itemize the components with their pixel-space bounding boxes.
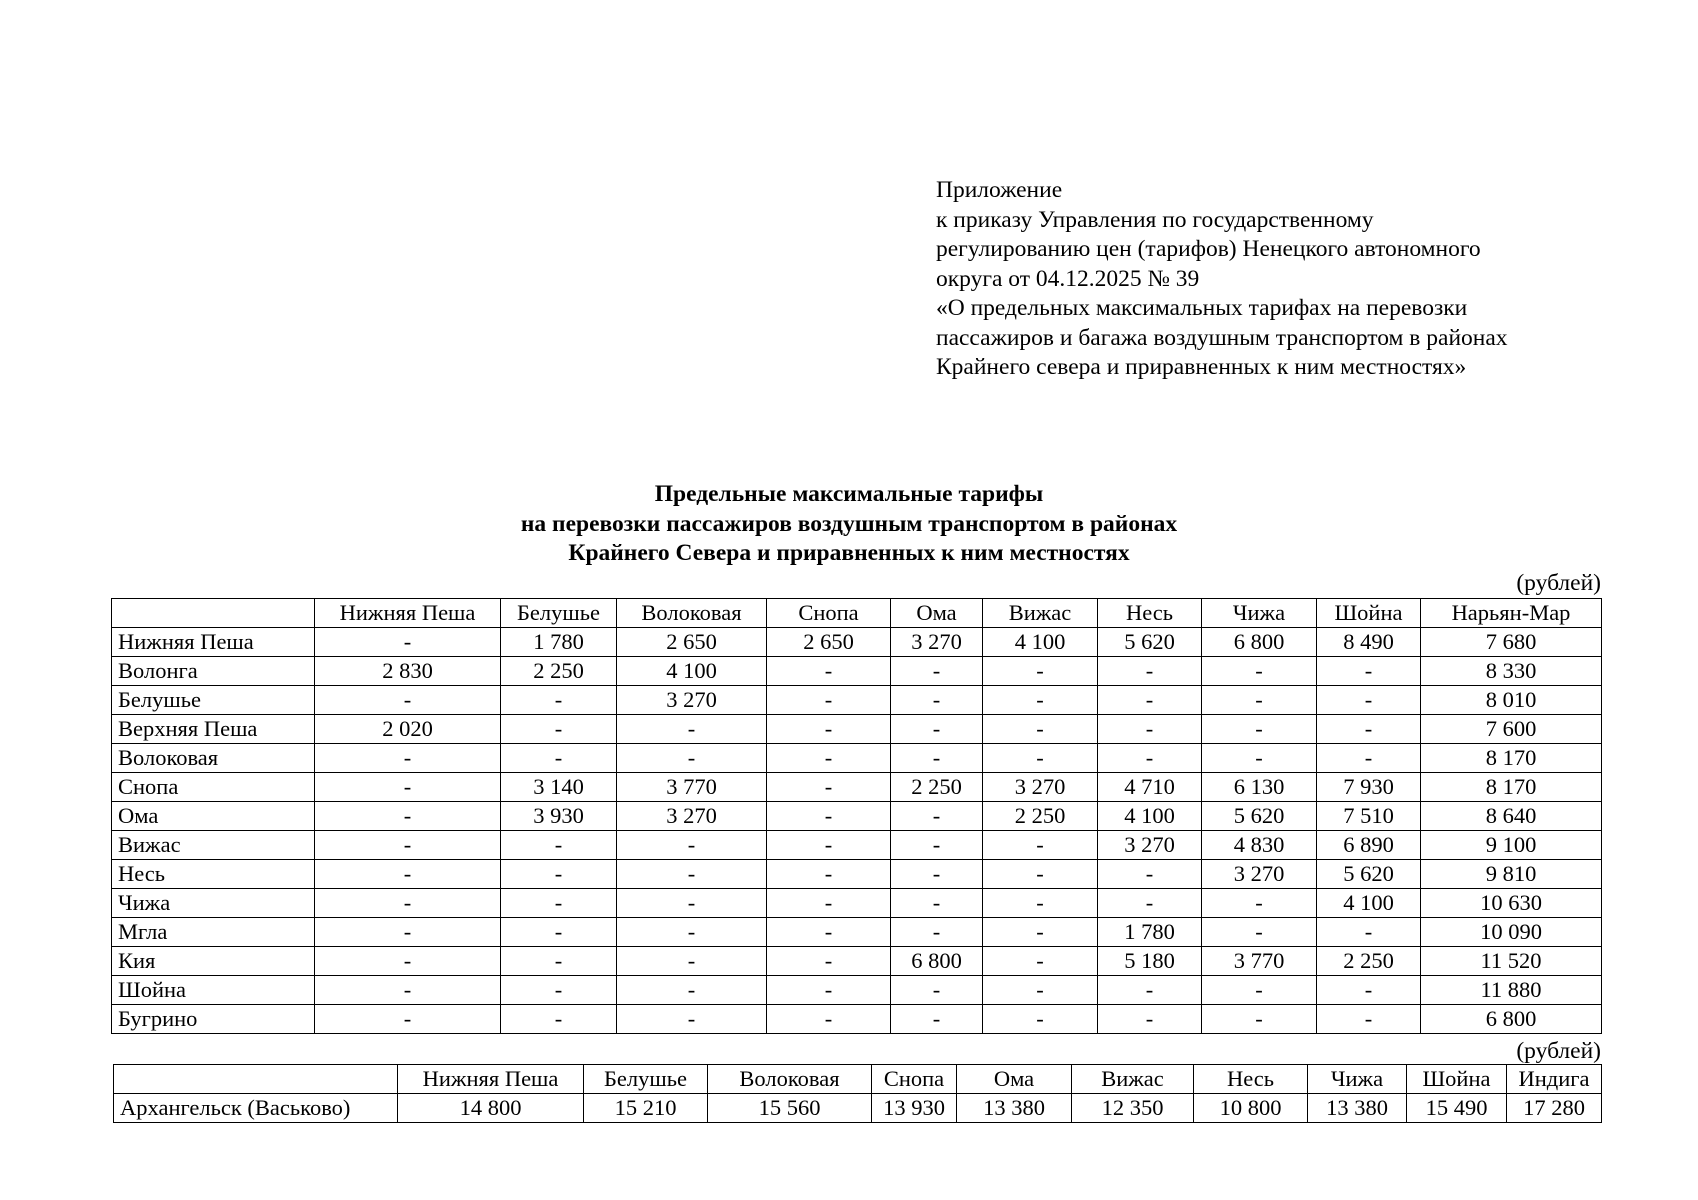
tariff-cell: 4 100 xyxy=(1317,889,1421,918)
tariff-cell: - xyxy=(1202,889,1317,918)
table-row xyxy=(112,802,1602,831)
tariff-cell: - xyxy=(501,918,617,947)
tariff-cell: 8 330 xyxy=(1421,657,1602,686)
tariff-cell: - xyxy=(983,657,1098,686)
tariff-cell: - xyxy=(315,976,501,1005)
tariff-cell: 6 800 xyxy=(1421,1005,1602,1034)
tariff-cell: - xyxy=(501,976,617,1005)
tariff-cell: 2 650 xyxy=(617,628,767,657)
column-header: Снопа xyxy=(872,1065,957,1094)
tariff-cell: - xyxy=(315,860,501,889)
tariff-cell: 8 640 xyxy=(1421,802,1602,831)
tariff-cell: - xyxy=(617,744,767,773)
appendix-line: регулированию цен (тарифов) Ненецкого автономного xyxy=(936,236,1481,262)
tariff-cell: 13 380 xyxy=(1308,1094,1407,1123)
tariff-cell: - xyxy=(617,1005,767,1034)
row-label: Несь xyxy=(112,860,315,889)
tariff-cell: - xyxy=(891,1005,983,1034)
column-header: Ома xyxy=(957,1065,1072,1094)
arkhangelsk-tariff-table xyxy=(113,1064,1602,1123)
table-row xyxy=(112,773,1602,802)
tariff-cell: 2 650 xyxy=(767,628,891,657)
tariff-cell: - xyxy=(983,860,1098,889)
appendix-line: округа от 04.12.2025 № 39 xyxy=(936,265,1200,292)
row-label: Нижняя Пеша xyxy=(112,628,315,657)
tariff-cell: - xyxy=(1202,1005,1317,1034)
column-header: Чижа xyxy=(1308,1065,1407,1094)
row-label: Верхняя Пеша xyxy=(112,715,315,744)
tariff-cell: - xyxy=(315,889,501,918)
title-line: на перевозки пассажиров воздушным транспортом в районах xyxy=(520,510,1178,537)
table-row xyxy=(112,918,1602,947)
document-title xyxy=(0,480,1698,569)
appendix-header xyxy=(936,176,1656,383)
tariff-cell: 3 270 xyxy=(891,628,983,657)
tariff-cell: - xyxy=(315,831,501,860)
tariff-cell: 8 490 xyxy=(1317,628,1421,657)
column-header: Несь xyxy=(1194,1065,1308,1094)
tariff-cell: - xyxy=(501,686,617,715)
currency-unit-label: (рублей) xyxy=(1516,570,1601,596)
appendix-line: «О предельных максимальных тарифах на перевозки xyxy=(936,295,1468,321)
tariff-cell: - xyxy=(891,831,983,860)
tariff-cell: - xyxy=(891,657,983,686)
column-header: Ома xyxy=(891,599,983,628)
tariff-cell: - xyxy=(1202,686,1317,715)
tariff-cell: 5 620 xyxy=(1317,860,1421,889)
tariff-cell: 7 510 xyxy=(1317,802,1421,831)
column-header: Нижняя Пеша xyxy=(398,1065,584,1094)
tariff-cell: 6 800 xyxy=(891,947,983,976)
tariff-cell: - xyxy=(315,628,501,657)
tariff-cell: - xyxy=(983,976,1098,1005)
tariff-cell: - xyxy=(767,657,891,686)
tariff-cell: - xyxy=(501,947,617,976)
tariff-cell: - xyxy=(315,744,501,773)
column-header: Нарьян-Мар xyxy=(1421,599,1602,628)
tariff-cell: 15 210 xyxy=(584,1094,708,1123)
tariff-cell: 7 600 xyxy=(1421,715,1602,744)
column-header: Чижа xyxy=(1202,599,1317,628)
column-header: Нижняя Пеша xyxy=(315,599,501,628)
table-header-row xyxy=(112,599,1602,628)
column-header: Белушье xyxy=(501,599,617,628)
tariff-cell: - xyxy=(767,889,891,918)
appendix-line: пассажиров и багажа воздушным транспортом в районах xyxy=(936,324,1508,351)
tariff-cell: - xyxy=(1098,744,1202,773)
tariff-cell: 13 380 xyxy=(957,1094,1072,1123)
tariff-cell: 4 710 xyxy=(1098,773,1202,802)
tariff-cell: - xyxy=(1098,860,1202,889)
tariff-cell: - xyxy=(767,831,891,860)
tariff-cell: - xyxy=(767,744,891,773)
tariff-cell: - xyxy=(315,918,501,947)
tariff-cell: 3 770 xyxy=(1202,947,1317,976)
tariff-cell: 9 810 xyxy=(1421,860,1602,889)
tariff-cell: 4 100 xyxy=(617,657,767,686)
tariff-cell: - xyxy=(983,715,1098,744)
tariff-cell: - xyxy=(1317,1005,1421,1034)
tariff-cell: - xyxy=(983,831,1098,860)
tariff-cell: 2 830 xyxy=(315,657,501,686)
tariff-cell: - xyxy=(1317,686,1421,715)
tariff-cell: - xyxy=(983,947,1098,976)
tariff-cell: 6 800 xyxy=(1202,628,1317,657)
tariff-cell: - xyxy=(617,918,767,947)
title-line: Предельные максимальные тарифы xyxy=(654,481,1044,507)
tariff-cell: 11 880 xyxy=(1421,976,1602,1005)
column-header: Индига xyxy=(1507,1065,1602,1094)
table-row xyxy=(112,657,1602,686)
tariff-cell: - xyxy=(315,802,501,831)
tariff-cell: - xyxy=(891,802,983,831)
tariff-cell: 4 100 xyxy=(983,628,1098,657)
row-label: Снопа xyxy=(112,773,315,802)
tariff-cell: - xyxy=(1098,686,1202,715)
tariff-cell: - xyxy=(617,976,767,1005)
tariff-cell: - xyxy=(501,889,617,918)
tariff-cell: - xyxy=(891,860,983,889)
tariff-cell: - xyxy=(767,918,891,947)
tariff-cell: - xyxy=(983,744,1098,773)
tariff-cell: 3 270 xyxy=(1202,860,1317,889)
tariff-cell: - xyxy=(1317,744,1421,773)
tariff-cell: - xyxy=(315,686,501,715)
tariff-cell: - xyxy=(891,744,983,773)
tariff-cell: - xyxy=(767,802,891,831)
table-header-row xyxy=(114,1065,1602,1094)
tariff-cell: - xyxy=(1202,744,1317,773)
table-row xyxy=(112,715,1602,744)
appendix-line: Крайнего севера и приравненных к ним местностях» xyxy=(936,354,1467,380)
tariff-cell: 3 140 xyxy=(501,773,617,802)
row-label: Мгла xyxy=(112,918,315,947)
tariff-cell: - xyxy=(617,947,767,976)
row-label: Волоковая xyxy=(112,744,315,773)
tariff-cell: 3 770 xyxy=(617,773,767,802)
tariff-cell: - xyxy=(617,860,767,889)
table-row xyxy=(112,628,1602,657)
row-label: Архангельск (Васьково) xyxy=(114,1094,398,1123)
tariff-cell: - xyxy=(315,773,501,802)
tariff-cell: 8 010 xyxy=(1421,686,1602,715)
table-row xyxy=(112,947,1602,976)
tariff-cell: - xyxy=(1098,976,1202,1005)
tariff-cell: 3 930 xyxy=(501,802,617,831)
tariff-cell: 6 130 xyxy=(1202,773,1317,802)
tariff-cell: 4 100 xyxy=(1098,802,1202,831)
tariff-cell: 10 630 xyxy=(1421,889,1602,918)
title-line: Крайнего Севера и приравненных к ним местностях xyxy=(568,540,1130,566)
tariff-cell: 2 020 xyxy=(315,715,501,744)
tariff-cell: - xyxy=(1202,715,1317,744)
tariff-cell: - xyxy=(891,889,983,918)
tariff-cell: - xyxy=(1098,1005,1202,1034)
tariff-cell: 1 780 xyxy=(1098,918,1202,947)
tariff-cell: 7 680 xyxy=(1421,628,1602,657)
tariff-cell: 11 520 xyxy=(1421,947,1602,976)
tariff-cell: 3 270 xyxy=(1098,831,1202,860)
tariff-cell: - xyxy=(983,889,1098,918)
tariff-cell: 3 270 xyxy=(617,686,767,715)
tariff-cell: - xyxy=(501,831,617,860)
tariff-cell: 10 090 xyxy=(1421,918,1602,947)
currency-unit-label: (рублей) xyxy=(1516,1038,1601,1064)
corner-cell xyxy=(114,1065,398,1094)
tariff-cell: - xyxy=(1202,976,1317,1005)
tariff-cell: 2 250 xyxy=(891,773,983,802)
tariff-cell: - xyxy=(1098,889,1202,918)
tariff-cell: - xyxy=(767,686,891,715)
row-label: Кия xyxy=(112,947,315,976)
table-row xyxy=(112,686,1602,715)
tariff-cell: - xyxy=(501,860,617,889)
tariff-cell: 3 270 xyxy=(617,802,767,831)
tariff-cell: 5 180 xyxy=(1098,947,1202,976)
tariff-cell: 5 620 xyxy=(1202,802,1317,831)
table-row xyxy=(112,860,1602,889)
tariff-cell: - xyxy=(501,744,617,773)
table-row xyxy=(112,831,1602,860)
column-header: Волоковая xyxy=(617,599,767,628)
row-label: Шойна xyxy=(112,976,315,1005)
column-header: Шойна xyxy=(1407,1065,1507,1094)
column-header: Волоковая xyxy=(708,1065,872,1094)
tariff-cell: - xyxy=(891,715,983,744)
tariff-cell: - xyxy=(891,918,983,947)
tariff-cell: - xyxy=(1317,918,1421,947)
column-header: Белушье xyxy=(584,1065,708,1094)
tariff-cell: 9 100 xyxy=(1421,831,1602,860)
tariff-cell: 6 890 xyxy=(1317,831,1421,860)
column-header: Вижас xyxy=(983,599,1098,628)
tariff-cell: 5 620 xyxy=(1098,628,1202,657)
table-row xyxy=(112,744,1602,773)
row-label: Белушье xyxy=(112,686,315,715)
tariff-cell: 2 250 xyxy=(1317,947,1421,976)
tariff-cell: - xyxy=(983,686,1098,715)
tariff-cell: 7 930 xyxy=(1317,773,1421,802)
tariff-cell: 15 560 xyxy=(708,1094,872,1123)
tariff-cell: - xyxy=(767,773,891,802)
tariff-cell: - xyxy=(1202,918,1317,947)
column-header: Вижас xyxy=(1072,1065,1194,1094)
tariff-cell: - xyxy=(767,947,891,976)
row-label: Вижас xyxy=(112,831,315,860)
table-row xyxy=(112,976,1602,1005)
tariff-cell: - xyxy=(617,831,767,860)
appendix-line: к приказу Управления по государственному xyxy=(936,206,1374,233)
tariff-cell: 12 350 xyxy=(1072,1094,1194,1123)
tariff-cell: - xyxy=(983,918,1098,947)
tariff-cell: 17 280 xyxy=(1507,1094,1602,1123)
tariff-cell: - xyxy=(501,715,617,744)
tariff-cell: - xyxy=(767,976,891,1005)
tariff-cell: - xyxy=(767,715,891,744)
tariff-cell: - xyxy=(767,1005,891,1034)
column-header: Шойна xyxy=(1317,599,1421,628)
tariff-cell: 13 930 xyxy=(872,1094,957,1123)
table-row xyxy=(112,889,1602,918)
corner-cell xyxy=(112,599,315,628)
table-row xyxy=(112,1005,1602,1034)
tariff-cell: 15 490 xyxy=(1407,1094,1507,1123)
tariff-cell: - xyxy=(1317,657,1421,686)
tariff-cell: 4 830 xyxy=(1202,831,1317,860)
tariff-cell: - xyxy=(617,715,767,744)
tariff-cell: 3 270 xyxy=(983,773,1098,802)
tariff-cell: - xyxy=(891,976,983,1005)
table-row xyxy=(114,1094,1602,1123)
tariff-cell: 2 250 xyxy=(501,657,617,686)
tariff-cell: 10 800 xyxy=(1194,1094,1308,1123)
tariff-cell: 8 170 xyxy=(1421,744,1602,773)
tariff-cell: - xyxy=(1098,657,1202,686)
tariff-cell: - xyxy=(767,860,891,889)
tariff-cell: - xyxy=(501,1005,617,1034)
tariff-cell: - xyxy=(1202,657,1317,686)
tariff-cell: 8 170 xyxy=(1421,773,1602,802)
tariff-cell: 2 250 xyxy=(983,802,1098,831)
tariff-cell: - xyxy=(1317,715,1421,744)
tariff-cell: - xyxy=(1098,715,1202,744)
tariff-table xyxy=(111,598,1602,1034)
row-label: Бугрино xyxy=(112,1005,315,1034)
tariff-cell: - xyxy=(315,1005,501,1034)
tariff-cell: 14 800 xyxy=(398,1094,584,1123)
column-header: Несь xyxy=(1098,599,1202,628)
tariff-cell: - xyxy=(983,1005,1098,1034)
row-label: Волонга xyxy=(112,657,315,686)
tariff-cell: 1 780 xyxy=(501,628,617,657)
tariff-cell: - xyxy=(315,947,501,976)
row-label: Чижа xyxy=(112,889,315,918)
column-header: Снопа xyxy=(767,599,891,628)
tariff-cell: - xyxy=(617,889,767,918)
tariff-cell: - xyxy=(1317,976,1421,1005)
tariff-cell: - xyxy=(891,686,983,715)
row-label: Ома xyxy=(112,802,315,831)
appendix-line: Приложение xyxy=(936,177,1063,203)
